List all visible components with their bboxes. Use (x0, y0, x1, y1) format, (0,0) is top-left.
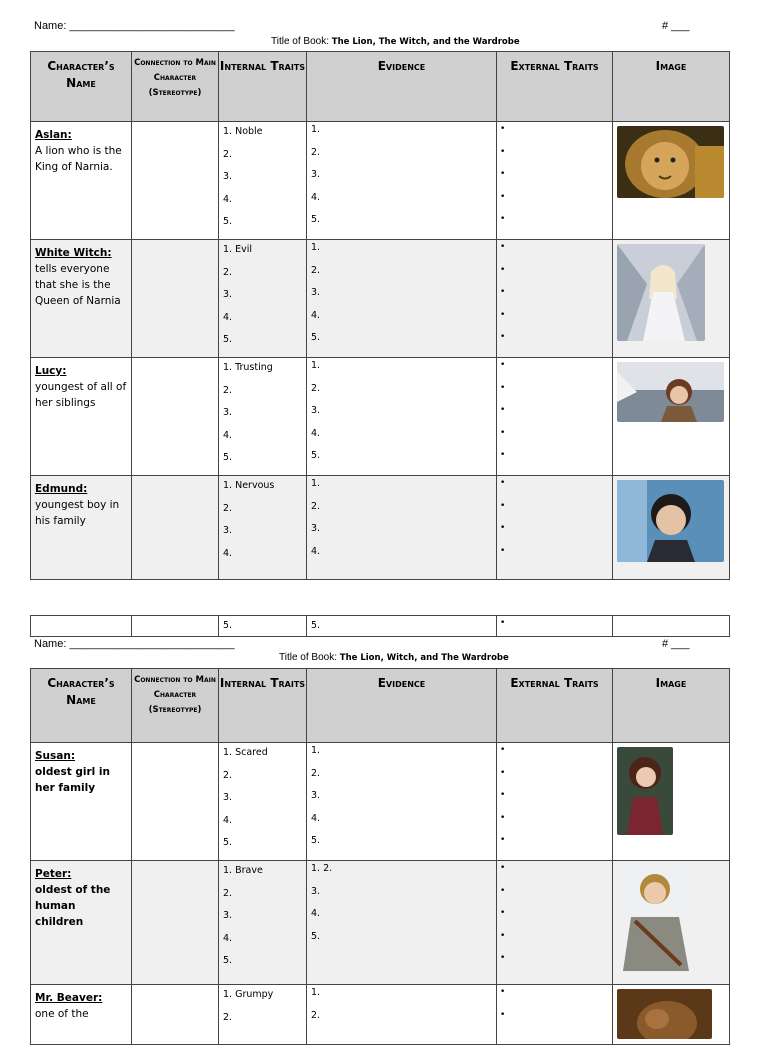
character-name: Edmund: (35, 482, 88, 495)
character-cell (31, 985, 131, 1022)
external-trait-item[interactable]: • (500, 618, 506, 628)
character-name: Peter: (35, 867, 72, 880)
table-row (31, 743, 730, 861)
character-cell (31, 861, 131, 930)
internal-traits-list[interactable] (219, 122, 306, 239)
character-name: Lucy: (35, 364, 67, 377)
list-item: 1. Nervous (223, 479, 275, 491)
list-item: • (500, 790, 506, 801)
list-item: 5. (311, 450, 321, 462)
list-item: 1. Trusting (223, 361, 273, 373)
list-item: 5. (223, 452, 233, 464)
image-cell (613, 616, 730, 637)
character-cell (31, 122, 131, 175)
header-external-traits: External Traits (497, 52, 613, 122)
evidence-list[interactable] (307, 358, 496, 473)
list-item: 3. (223, 407, 233, 419)
list-item: 5. (223, 334, 233, 346)
list-item: • (500, 908, 506, 919)
connection-cell[interactable] (132, 743, 219, 861)
list-item: 5. (223, 955, 233, 967)
list-item: 3. (223, 171, 233, 183)
lion-photo-icon (617, 126, 724, 198)
list-item: • (500, 953, 506, 964)
number-field-label: # ___ (662, 20, 690, 32)
continuation-table (30, 615, 730, 637)
list-item: 4. (311, 545, 321, 557)
internal-traits-list[interactable] (219, 476, 306, 570)
list-item: • (500, 214, 506, 225)
list-item: • (500, 241, 506, 252)
list-item: • (500, 359, 506, 370)
list-item: • (500, 309, 506, 320)
list-item: 4. (223, 193, 233, 205)
list-item: 3. (223, 792, 233, 804)
list-item: 3. (311, 169, 321, 181)
name-field-label: Name: ___________________________ (34, 638, 235, 650)
internal-traits-list[interactable] (219, 358, 306, 475)
list-item: 4. (223, 932, 233, 944)
evidence-item[interactable]: 5. (311, 620, 321, 631)
list-item: 3. (223, 525, 233, 537)
table-header-row (31, 669, 730, 743)
external-traits-list[interactable] (497, 358, 612, 473)
table-row (31, 475, 730, 579)
name-field-label: Name: ___________________________ (34, 20, 235, 32)
external-traits-list[interactable] (497, 476, 612, 568)
list-item: 4. (223, 429, 233, 441)
list-item: • (500, 264, 506, 275)
list-item: • (500, 124, 506, 134)
list-item: • (500, 523, 506, 534)
list-item: 4. (311, 309, 321, 321)
list-item: 2. (223, 1011, 233, 1023)
list-item: 4. (223, 814, 233, 826)
list-item: 1. Grumpy (223, 988, 274, 1000)
list-item: • (500, 169, 506, 180)
list-item: • (500, 812, 506, 823)
list-item: • (500, 835, 506, 846)
list-item: • (500, 986, 506, 997)
header-image: Image (613, 669, 730, 743)
book-title-prefix: Title of Book: (279, 652, 337, 663)
list-item: 3. (223, 289, 233, 301)
list-item: • (500, 477, 506, 488)
edmund-photo-icon (617, 480, 724, 562)
list-item: 3. (311, 287, 321, 299)
connection-cell[interactable] (132, 357, 219, 475)
evidence-list[interactable] (307, 743, 496, 858)
list-item: 3. (311, 885, 321, 897)
list-item: 4. (311, 812, 321, 824)
character-desc: A lion who is the King of Narnia. (35, 145, 122, 173)
internal-traits-list[interactable] (219, 861, 306, 978)
list-item: 3. (223, 910, 233, 922)
list-item: 4. (223, 311, 233, 323)
list-item: • (500, 930, 506, 941)
connection-cell[interactable] (132, 239, 219, 357)
internal-traits-list[interactable] (219, 743, 306, 860)
list-item: • (500, 745, 506, 755)
header-connection: Connection to Main Character (Stereotype) (132, 669, 219, 743)
list-item: 2. (311, 767, 321, 779)
character-desc: youngest of all of her siblings (35, 380, 127, 409)
list-item: 2. (223, 769, 233, 781)
list-item: • (500, 405, 506, 416)
header-internal-traits: Internal Traits (219, 669, 307, 743)
list-item: 1. Brave (223, 864, 263, 876)
list-item: 1. Noble (223, 126, 263, 137)
external-traits-list[interactable] (497, 743, 612, 858)
character-name: White Witch: (35, 246, 112, 259)
list-item: 2. (223, 266, 233, 278)
list-item: • (500, 1009, 506, 1020)
list-item: 5. (223, 216, 233, 228)
character-cell (31, 358, 131, 411)
list-item: 1. Evil (223, 243, 252, 255)
external-traits-list[interactable] (497, 122, 612, 237)
evidence-list[interactable] (307, 985, 496, 1032)
list-item: 3. (311, 790, 321, 802)
header-connection: Connection to Main Character (Stereotype) (132, 52, 219, 122)
connection-cell[interactable] (132, 475, 219, 579)
list-item: 2. (311, 382, 321, 394)
header-character-name: Character’s Name (31, 52, 132, 122)
list-item: 4. (311, 427, 321, 439)
character-desc: one of the (35, 1007, 89, 1020)
list-item: 5. (311, 835, 321, 847)
list-item: • (500, 450, 506, 461)
table-row (31, 122, 730, 240)
list-item: 2. (223, 502, 233, 514)
character-table-1 (30, 51, 730, 580)
connection-cell[interactable] (132, 616, 219, 637)
list-item: 5. (223, 837, 233, 849)
white-witch-photo-icon (617, 244, 705, 341)
list-item: 1. Scared (223, 747, 268, 758)
table-row (31, 860, 730, 984)
character-name: Susan: (35, 750, 76, 762)
list-item: 2. (223, 887, 233, 899)
table-row (31, 239, 730, 357)
internal-trait-item[interactable]: 5. (223, 620, 233, 631)
external-traits-list[interactable] (497, 985, 612, 1032)
list-item: 1. (311, 124, 321, 135)
list-item: • (500, 862, 506, 873)
list-item: 3. (311, 405, 321, 417)
header-character-name: Character’s Name (31, 669, 132, 743)
list-item: 4. (311, 191, 321, 203)
external-traits-list[interactable] (497, 240, 612, 355)
list-item: • (500, 146, 506, 157)
book-title-prefix: Title of Book: (271, 36, 329, 47)
list-item: 2. (223, 384, 233, 396)
evidence-list[interactable] (307, 476, 496, 568)
list-item: • (500, 885, 506, 896)
list-item: • (500, 500, 506, 511)
character-cell (31, 240, 131, 309)
list-item: • (500, 767, 506, 778)
character-cell (31, 476, 131, 529)
internal-traits-list[interactable] (219, 240, 306, 357)
book-title-line (271, 36, 520, 47)
table-row (31, 357, 730, 475)
list-item: 1. (311, 359, 321, 371)
character-desc: tells everyone that she is the Queen of Narnia (35, 262, 121, 307)
list-item: 1. (311, 241, 321, 253)
header-external-traits: External Traits (497, 669, 613, 743)
list-item: 2. (311, 146, 321, 158)
evidence-list[interactable] (307, 122, 496, 237)
list-item: • (500, 545, 506, 556)
list-item: 4. (311, 908, 321, 920)
beaver-photo-icon (617, 989, 712, 1039)
list-item: 1. 2. (311, 862, 333, 874)
connection-cell[interactable] (132, 122, 219, 240)
list-item: 3. (311, 523, 321, 535)
external-traits-list[interactable] (497, 861, 612, 976)
table-row (31, 616, 730, 637)
list-item: • (500, 287, 506, 298)
list-item: 1. (311, 986, 321, 998)
list-item: 5. (311, 214, 321, 226)
character-desc: oldest of the human children (35, 883, 111, 928)
peter-photo-icon (617, 865, 697, 971)
susan-photo-icon (617, 747, 673, 835)
header-evidence: Evidence (307, 52, 497, 122)
list-item: • (500, 191, 506, 202)
connection-cell[interactable] (132, 860, 219, 984)
list-item: 2. (311, 1009, 321, 1021)
book-title-value: The Lion, Witch, and The Wardrobe (339, 653, 509, 663)
list-item: 5. (311, 930, 321, 942)
table-row (31, 984, 730, 1044)
list-item: • (500, 332, 506, 343)
list-item: 1. (311, 477, 321, 489)
character-cell (31, 743, 131, 796)
header-image: Image (613, 52, 730, 122)
list-item: 5. (311, 332, 321, 344)
list-item: 2. (223, 148, 233, 160)
list-item: 2. (311, 500, 321, 512)
book-title-value: The Lion, The Witch, and the Wardrobe (331, 37, 520, 47)
number-field-label: # ___ (662, 638, 690, 650)
list-item: 1. (311, 745, 321, 756)
evidence-list[interactable] (307, 861, 496, 953)
connection-cell[interactable] (132, 984, 219, 1044)
character-desc: youngest boy in his family (35, 498, 120, 527)
empty-cell (31, 616, 132, 637)
character-name: Aslan: (35, 129, 72, 141)
list-item: • (500, 427, 506, 438)
list-item: • (500, 382, 506, 393)
header-internal-traits: Internal Traits (219, 52, 307, 122)
lucy-photo-icon (617, 362, 724, 422)
character-desc: oldest girl in her family (35, 766, 110, 794)
header-evidence: Evidence (307, 669, 497, 743)
table-header-row (31, 52, 730, 122)
book-title-line (279, 652, 509, 663)
character-table-2 (30, 668, 730, 1045)
evidence-list[interactable] (307, 240, 496, 355)
character-name: Mr. Beaver: (35, 991, 103, 1004)
list-item: 2. (311, 264, 321, 276)
list-item: 4. (223, 547, 233, 559)
internal-traits-list[interactable] (219, 985, 306, 1034)
